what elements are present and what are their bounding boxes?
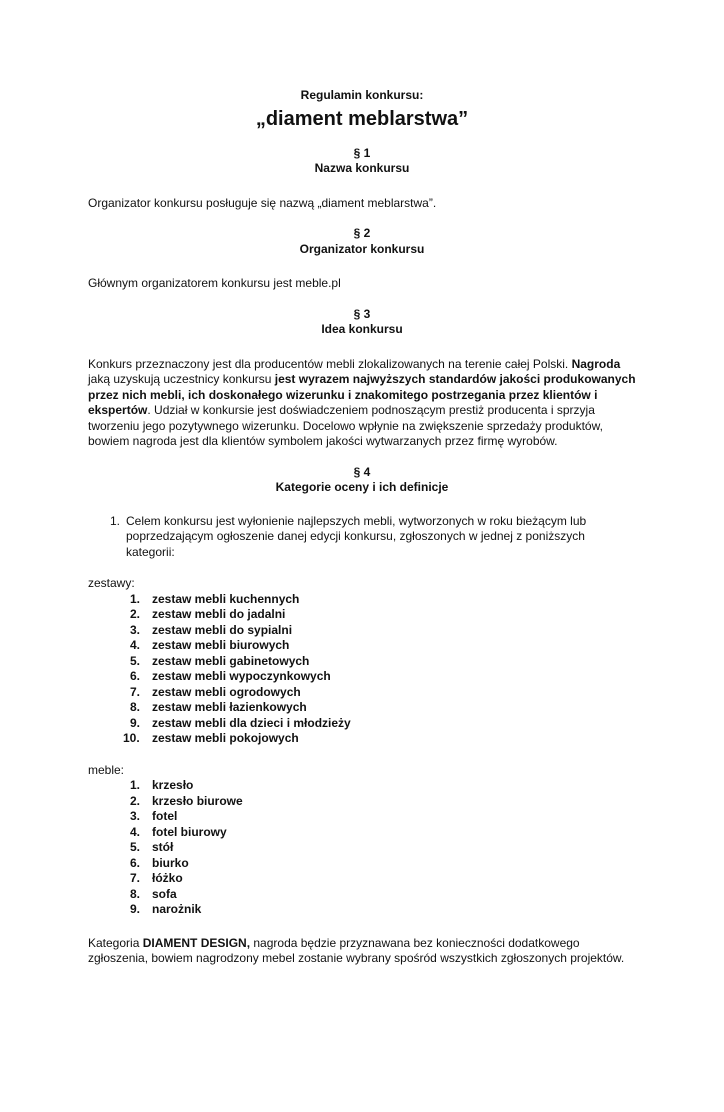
zestawy-list-item <box>123 731 636 747</box>
zestawy-list-item-number: 7. <box>130 684 141 699</box>
zestawy-list-item-number: 4. <box>130 638 141 652</box>
zestawy-list-item-label: zestaw mebli łazienkowych <box>152 700 307 714</box>
zestawy-list-item-label: zestaw mebli biurowych <box>152 638 290 652</box>
section-1-text: Organizator konkursu posługuje się nazwą „diament meblarstwa”. <box>88 195 437 210</box>
zestawy-list-item-label: zestaw mebli gabinetowych <box>152 653 310 668</box>
meble-list-item-label: fotel <box>152 809 178 823</box>
meble-list-item-label: sofa <box>152 886 177 901</box>
zestawy-list-item-label: zestaw mebli dla dzieci i młodzieży <box>152 715 351 730</box>
zestawy-list-item-label: zestaw mebli kuchennych <box>152 591 300 606</box>
zestawy-list-item <box>130 623 636 639</box>
section-3-text-part: . Udział w konkursie jest doświadczeniem podnoszącym prestiż producenta i sprzyja tworzeniu jego pozytywnego wizerunku. Docelowo wpłynie na zwiększenie sprzedaży produktów, bowiem nagroda jest dla klientów symbolem jakości wytwarzanych przez firmę wyrobów. <box>88 403 603 448</box>
meble-list-item-number: 3. <box>130 809 141 823</box>
design-text-part: nagroda będzie przyznawana bez konieczności dodatkowego zgłoszenia, bowiem nagrodzony mebel zostanie wybrany spośród wszystkich zgłoszonych projektów. <box>88 935 625 965</box>
zestawy-list <box>88 592 636 747</box>
section-3-text-part: jaką uzyskują uczestnicy konkursu <box>88 372 275 386</box>
zestawy-label: zestawy: <box>88 576 135 590</box>
design-category-name: DIAMENT DESIGN, <box>142 935 251 950</box>
section-4-number: § 4 <box>353 464 371 479</box>
meble-list-item-label: krzesło biurowe <box>152 793 243 808</box>
document-page <box>0 88 724 1112</box>
design-text-part: Kategoria <box>88 935 143 950</box>
zestawy-list-item-label: zestaw mebli do sypialni <box>152 622 293 637</box>
meble-list-item-number: 4. <box>130 824 141 839</box>
zestawy-list-item <box>130 669 636 685</box>
meble-list-item-label: stół <box>152 840 174 854</box>
zestawy-list-item-number: 5. <box>130 653 141 668</box>
section-3-bold-part: Nagroda <box>571 356 621 371</box>
zestawy-list-item <box>130 654 636 670</box>
section-1-heading: Nazwa konkursu <box>314 161 410 175</box>
meble-list-item-label: łóżko <box>152 871 183 885</box>
zestawy-list-item-label: zestaw mebli ogrodowych <box>152 684 301 699</box>
zestawy-list-item-number: 1. <box>130 591 141 606</box>
zestawy-list-item-number: 2. <box>130 607 141 621</box>
meble-list-item <box>130 825 636 841</box>
meble-label: meble: <box>88 762 125 777</box>
meble-list-item <box>130 871 636 887</box>
meble-list-item <box>130 778 636 794</box>
meble-list-item-number: 7. <box>130 871 141 885</box>
meble-list <box>88 778 636 918</box>
zestawy-list-item-label: zestaw mebli pokojowych <box>152 731 299 745</box>
meble-list-item <box>130 809 636 825</box>
section-2-heading: Organizator konkursu <box>299 241 425 256</box>
meble-list-item-label: fotel biurowy <box>152 824 227 839</box>
section-4-point-1 <box>88 514 636 561</box>
point-number: 1. <box>110 513 121 528</box>
zestawy-list-item-number: 3. <box>130 622 141 637</box>
meble-list-item <box>130 794 636 810</box>
meble-list-item-number: 9. <box>130 902 141 916</box>
meble-list-item <box>130 887 636 903</box>
section-4-points <box>88 514 636 561</box>
zestawy-list-item-number: 8. <box>130 700 141 714</box>
meble-list-item-label: biurko <box>152 855 189 870</box>
zestawy-list-item-label: zestaw mebli do jadalni <box>152 607 286 621</box>
zestawy-list-item-number: 6. <box>130 669 141 683</box>
section-2-text: Głównym organizatorem konkursu jest meble.pl <box>88 276 341 290</box>
zestawy-list-item <box>130 592 636 608</box>
design-category-text <box>88 936 636 967</box>
zestawy-list-item <box>130 716 636 732</box>
zestawy-list-item <box>130 607 636 623</box>
zestawy-list-item-number: 10. <box>123 731 140 745</box>
meble-list-item <box>130 856 636 872</box>
zestawy-list-item <box>130 700 636 716</box>
meble-list-item-label: narożnik <box>152 902 202 916</box>
zestawy-list-item-label: zestaw mebli wypoczynkowych <box>152 669 331 683</box>
meble-list-item-number: 6. <box>130 855 141 870</box>
section-3-heading: Idea konkursu <box>321 322 403 336</box>
meble-list-item <box>130 840 636 856</box>
point-text: Celem konkursu jest wyłonienie najlepszych mebli, wytworzonych w roku bieżącym lub poprzedzającym ogłoszenie danej edycji konkursu, zgłoszonych w jednej z poniższych kategorii: <box>126 513 587 559</box>
document-title: „diament meblarstwa” <box>255 107 469 130</box>
section-2-number: § 2 <box>353 226 371 240</box>
section-3-bold-part: jest wyrazem najwyższych standardów jakości produkowanych przez nich mebli, ich doskonałego wizerunku i znakomitego postrzegania przez klientów i ekspertów <box>88 372 636 417</box>
zestawy-list-item <box>130 638 636 654</box>
section-4-heading: Kategorie oceny i ich definicje <box>275 480 449 494</box>
section-3-text-part: Konkurs przeznaczony jest dla producentów mebli zlokalizowanych na terenie całej Polski. <box>88 356 572 371</box>
meble-list-item-label: krzesło <box>152 778 194 792</box>
section-3-text <box>88 357 636 450</box>
section-3-number: § 3 <box>353 306 371 321</box>
document-label: Regulamin konkursu: <box>300 88 424 102</box>
meble-list-item-number: 1. <box>130 778 141 792</box>
meble-list-item-number: 8. <box>130 886 141 901</box>
meble-list-item-number: 5. <box>130 840 141 854</box>
zestawy-list-item <box>130 685 636 701</box>
meble-list-item-number: 2. <box>130 793 141 808</box>
zestawy-list-item-number: 9. <box>130 715 141 730</box>
section-1-number: § 1 <box>353 145 371 160</box>
meble-list-item <box>130 902 636 918</box>
